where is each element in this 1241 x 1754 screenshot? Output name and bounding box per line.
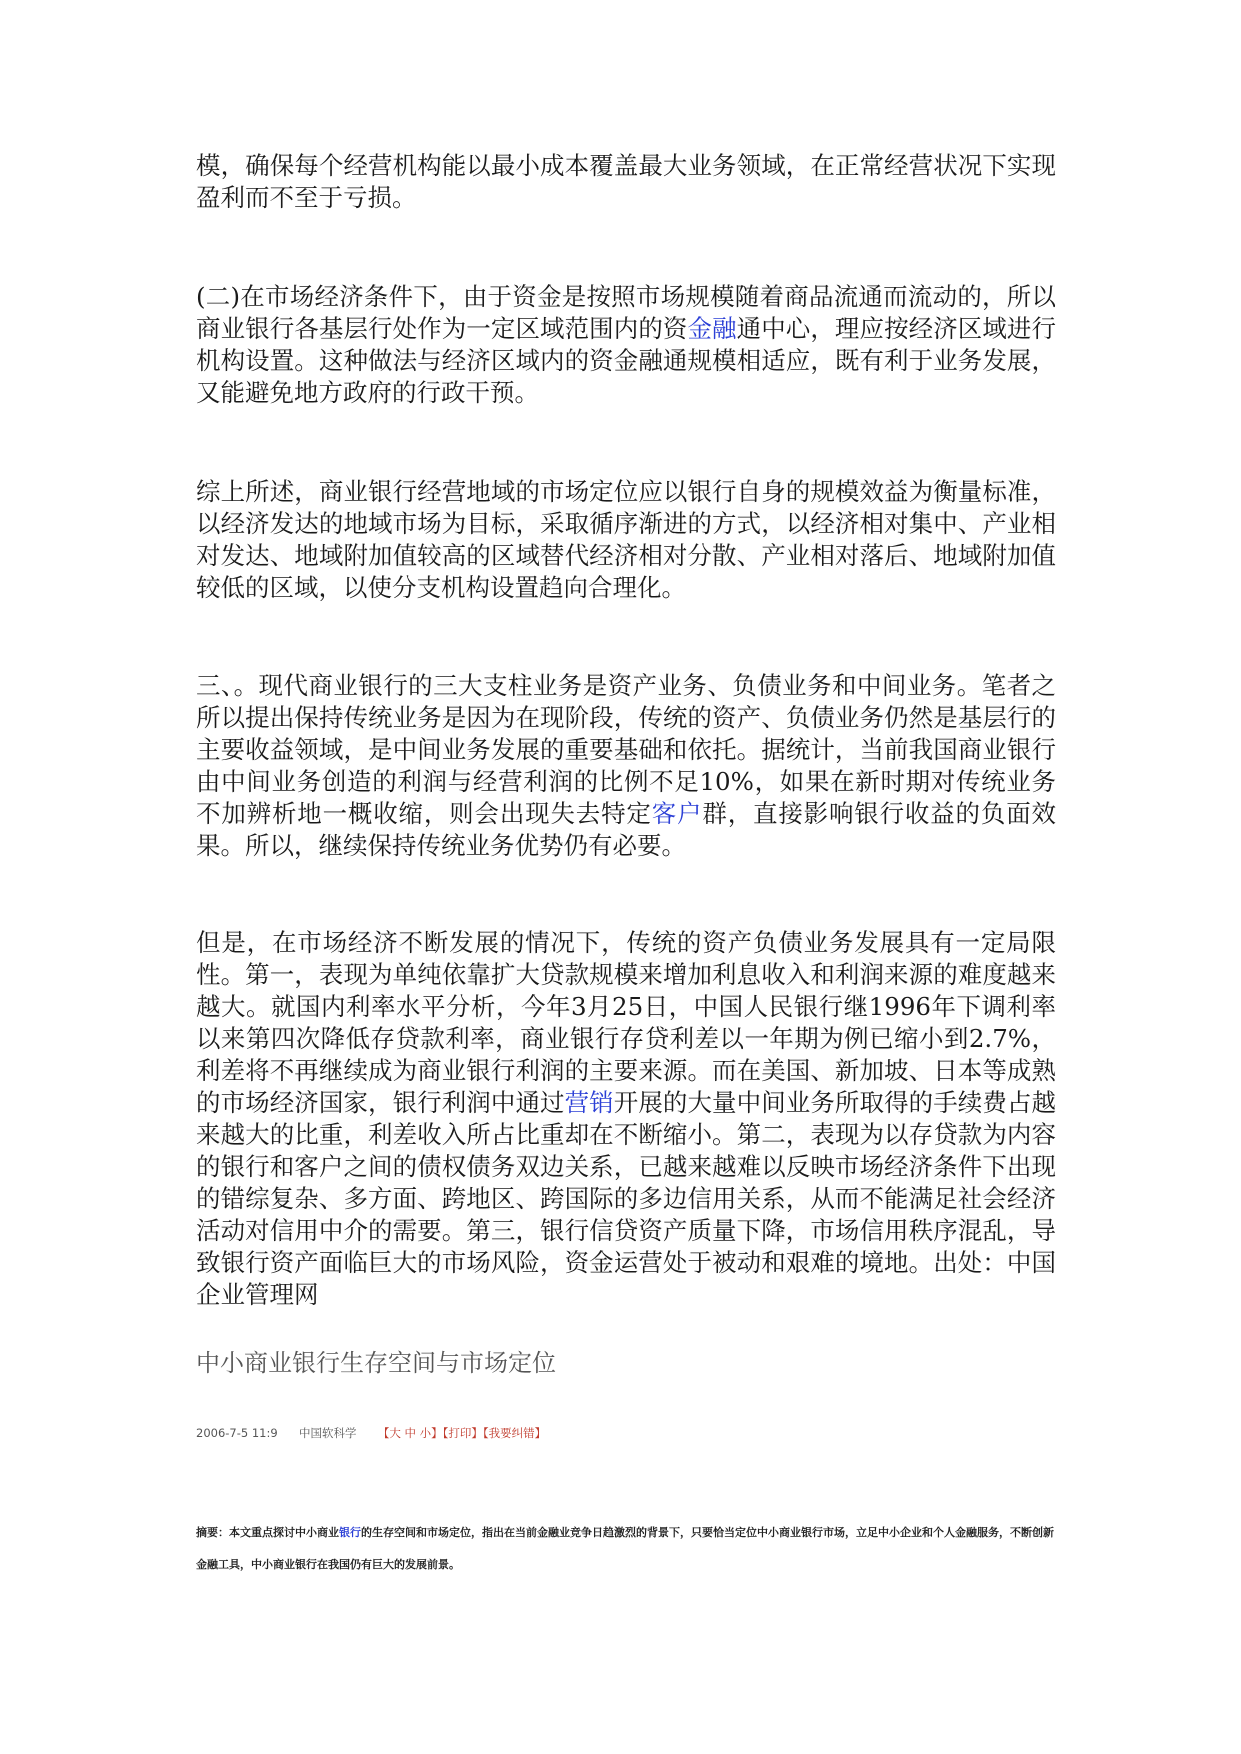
font-size-medium-button[interactable]: 中 xyxy=(404,1426,416,1440)
abstract xyxy=(196,1517,1056,1581)
abstract-label: 摘要： xyxy=(196,1526,229,1539)
paragraph-4 xyxy=(196,670,1056,862)
paragraph-2 xyxy=(196,281,1056,409)
paragraph-4-text-b: 群，直接影响银行收益的负面效果。所以，继续保持传统业务优势仍有必要。 xyxy=(196,799,1057,860)
finance-link[interactable]: 金融 xyxy=(687,314,737,343)
article-title: 中小商业银行生存空间与市场定位 xyxy=(196,1349,556,1377)
paragraph-2-text-a: (二)在市场经济条件下，由于资金是按照市场规模随着商品流通而流动的，所以商业银行各基层行处作为一定区域范围内的资 xyxy=(196,282,1056,343)
abstract-text-b: 的生存空间和市场定位，指出在当前金融业竞争日趋激烈的背景下，只要恰当定位中小商业银行市场，立足中小企业和个人金融服务，不断创新金融工具，中小商业银行在我国仍有巨大的发展前景。 xyxy=(196,1526,1054,1571)
paragraph-5-text-a: 但是，在市场经济不断发展的情况下，传统的资产负债业务发展具有一定局限性。第一，表现为单纯依靠扩大贷款规模来增加利息收入和利润来源的难度越来越大。就国内利率水平分析，今年3月25日，中国人民银行继1996年下调利率以来第四次降低存贷款利率，商业银行存贷利差以一年期为例已缩小到2.7%，利差将不再继续成为商业银行利润的主要来源。而在美国、新加坡、日本等成熟的市场经济国家，银行利润中通过 xyxy=(196,928,1056,1117)
font-size-close-bracket: 】 xyxy=(431,1426,443,1440)
paragraph-5-text-b: 开展的大量中间业务所取得的手续费占越来越大的比重，利差收入所占比重却在不断缩小。第二，表现为以存贷款为内容的银行和客户之间的债权债务双边关系，已越来越难以反映市场经济条件下出现的错综复杂、多方面、跨地区、跨国际的多边信用关系，从而不能满足社会经济活动对信用中介的需要。第三，银行信贷资产质量下降，市场信用秩序混乱，导致银行资产面临巨大的市场风险，资金运营处于被动和艰难的境地。出处：中国企业管理网 xyxy=(196,1088,1057,1309)
article-date: 2006-7-5 11:9 xyxy=(196,1426,278,1440)
paragraph-2-text-b: 通中心，理应按经济区域进行机构设置。这种做法与经济区域内的资金融通规模相适应，既有利于业务发展，又能避免地方政府的行政干预。 xyxy=(196,314,1057,407)
paragraph-3 xyxy=(196,476,1056,604)
font-size-open-bracket: 【 xyxy=(377,1426,390,1440)
article-source: 中国软科学 xyxy=(299,1426,357,1440)
font-size-large-button[interactable]: 大 xyxy=(389,1426,401,1440)
paragraph-1-text: 模，确保每个经营机构能以最小成本覆盖最大业务领域，在正常经营状况下实现盈利而不至于亏损。 xyxy=(196,151,1056,212)
paragraph-1 xyxy=(196,150,1056,214)
paragraph-5 xyxy=(196,927,1056,1311)
abstract-text-a: 本文重点探讨中小商业 xyxy=(229,1526,339,1539)
customer-link[interactable]: 客户 xyxy=(651,799,703,828)
print-link[interactable]: 【打印】 xyxy=(442,1426,483,1440)
font-size-small-button[interactable]: 小 xyxy=(419,1426,432,1440)
marketing-link[interactable]: 营销 xyxy=(564,1088,614,1117)
bank-link[interactable]: 银行 xyxy=(339,1526,361,1539)
paragraph-3-text: 综上所述，商业银行经营地域的市场定位应以银行自身的规模效益为衡量标准，以经济发达的地域市场为目标，采取循序渐进的方式，以经济相对集中、产业相对发达、地域附加值较高的区域替代经济相对分散、产业相对落后、地域附加值较低的区域，以使分支机构设置趋向合理化。 xyxy=(196,477,1056,602)
report-error-link[interactable]: 【我要纠错】 xyxy=(482,1426,547,1440)
article-meta xyxy=(196,1425,546,1441)
paragraph-4-text-a: 三、。现代商业银行的三大支柱业务是资产业务、负债业务和中间业务。笔者之所以提出保持传统业务是因为在现阶段，传统的资产、负债业务仍然是基层行的主要收益领域，是中间业务发展的重要基础和依托。据统计，当前我国商业银行由中间业务创造的利润与经营利润的比例不足10%，如果在新时期对传统业务不加辨析地一概收缩，则会出现失去特定 xyxy=(196,671,1056,828)
